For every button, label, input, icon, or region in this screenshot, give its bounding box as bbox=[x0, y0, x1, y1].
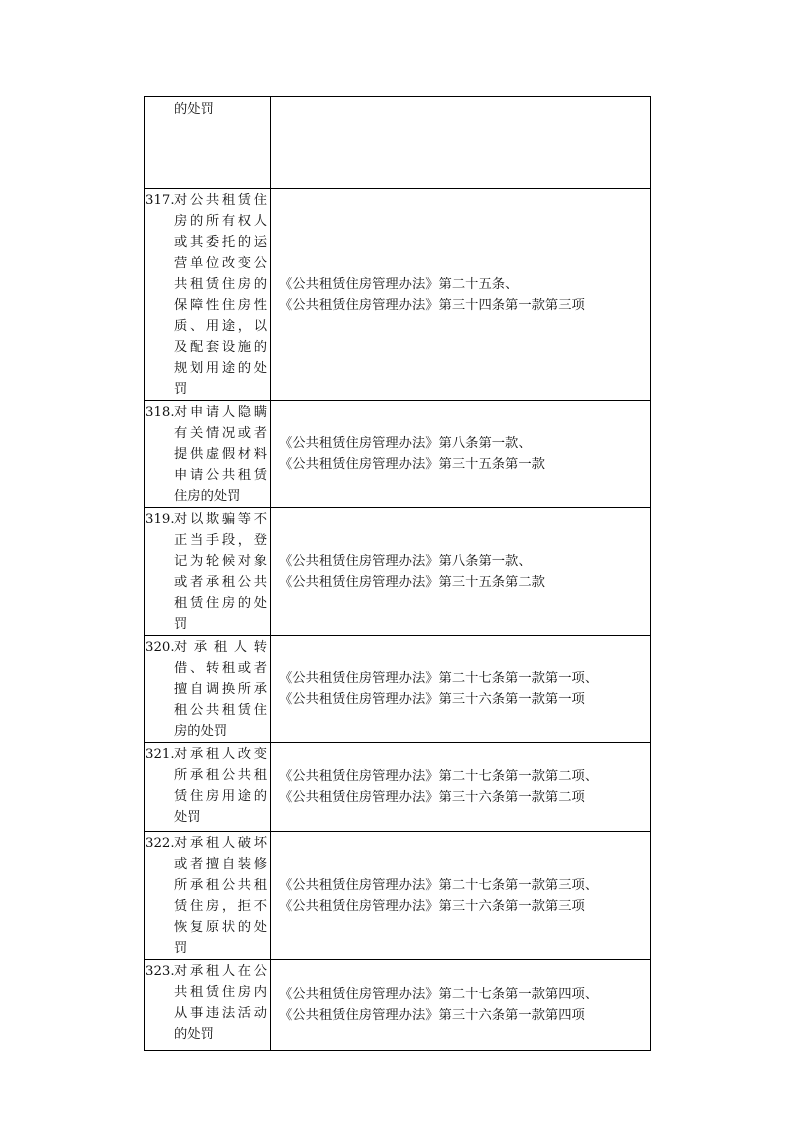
basis-line: 《公共租赁住房管理办法》第二十七条第一款第四项、 bbox=[279, 987, 599, 1002]
basis-cell bbox=[271, 636, 651, 743]
basis-line: 《公共租赁住房管理办法》第二十七条第一款第三项、 bbox=[279, 877, 599, 893]
table-row bbox=[145, 960, 651, 1051]
basis-line: 《公共租赁住房管理办法》第三十五条第二款 bbox=[279, 574, 545, 590]
table-row bbox=[145, 636, 651, 743]
basis-line: 《公共租赁住房管理办法》第三十六条第一款第一项 bbox=[279, 692, 585, 707]
item-cell bbox=[145, 960, 271, 1051]
item-name: 对承租人转借、转租或者擅自调换所承租公共租赁住房的处罚 bbox=[174, 640, 267, 739]
table-row bbox=[145, 508, 651, 636]
table-row bbox=[145, 743, 651, 832]
basis-line: 《公共租赁住房管理办法》第三十六条第一款第三项 bbox=[279, 898, 585, 914]
basis-line: 《公共租赁住房管理办法》第二十五条、 bbox=[279, 276, 519, 292]
basis-line: 《公共租赁住房管理办法》第八条第一款、 bbox=[279, 553, 532, 569]
item-cell bbox=[145, 97, 271, 189]
item-number bbox=[145, 99, 174, 120]
item-name: 对公共租赁住房的所有权人或其委托的运营单位改变公共租赁住房的保障性住房性质、用途，以及配套设施的规划用途的处罚 bbox=[174, 193, 267, 397]
item-name: 对承租人改变所承租公共租赁住房用途的处罚 bbox=[174, 747, 267, 825]
item-number: 317. bbox=[145, 193, 175, 208]
item-number: 319. bbox=[145, 512, 175, 527]
basis-cell bbox=[271, 743, 651, 832]
basis-line: 《公共租赁住房管理办法》第三十五条第一款 bbox=[279, 457, 545, 472]
basis-cell bbox=[271, 508, 651, 636]
item-cell bbox=[145, 743, 271, 832]
item-number: 323. bbox=[145, 964, 175, 979]
item-cell bbox=[145, 832, 271, 960]
basis-line: 《公共租赁住房管理办法》第三十四条第一款第三项 bbox=[279, 297, 585, 313]
basis-line: 《公共租赁住房管理办法》第八条第一款、 bbox=[279, 436, 532, 451]
basis-cell bbox=[271, 189, 651, 401]
item-cell bbox=[145, 636, 271, 743]
basis-cell bbox=[271, 832, 651, 960]
item-cell bbox=[145, 401, 271, 508]
item-name: 对承租人在公共租赁住房内从事违法活动的处罚 bbox=[174, 964, 267, 1042]
penalty-table bbox=[144, 96, 651, 1051]
item-cell bbox=[145, 189, 271, 401]
basis-line: 《公共租赁住房管理办法》第三十六条第一款第四项 bbox=[279, 1008, 585, 1023]
table-row bbox=[145, 401, 651, 508]
table-row bbox=[145, 97, 651, 189]
item-number: 320. bbox=[145, 640, 175, 655]
table-row bbox=[145, 832, 651, 960]
basis-cell bbox=[271, 401, 651, 508]
table-row bbox=[145, 189, 651, 401]
item-name: 对申请人隐瞒有关情况或者提供虚假材料申请公共租赁住房的处罚 bbox=[174, 405, 267, 504]
item-name: 对承租人破坏或者擅自装修所承租公共租赁住房，拒不恢复原状的处罚 bbox=[174, 836, 267, 956]
item-name: 的处罚 bbox=[174, 102, 214, 117]
item-number: 321. bbox=[145, 747, 175, 762]
basis-line: 《公共租赁住房管理办法》第三十六条第一款第二项 bbox=[279, 790, 585, 805]
item-cell bbox=[145, 508, 271, 636]
basis-line: 《公共租赁住房管理办法》第二十七条第一款第一项、 bbox=[279, 671, 599, 686]
basis-cell bbox=[271, 960, 651, 1051]
item-number: 322. bbox=[145, 836, 175, 851]
item-name: 对以欺骗等不正当手段，登记为轮候对象或者承租公共租赁住房的处罚 bbox=[174, 512, 267, 632]
basis-cell bbox=[271, 97, 651, 189]
item-number: 318. bbox=[145, 405, 175, 420]
basis-line: 《公共租赁住房管理办法》第二十七条第一款第二项、 bbox=[279, 769, 599, 784]
